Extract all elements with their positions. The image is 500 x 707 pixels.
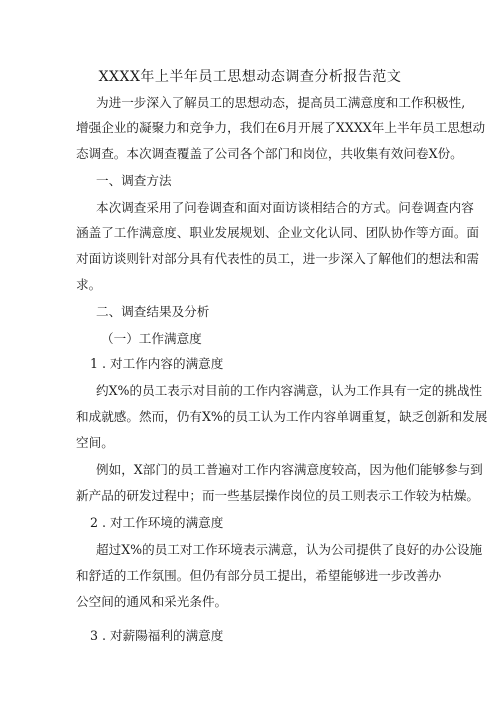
document-title: XXXX年上半年员工思想动态调查分析报告范文: [98, 69, 402, 85]
subsection-heading: （一）工作满意度: [101, 331, 202, 346]
paragraph-line: 例如，X部门的员工普遍对工作内容满意度较高，因为他们能够参与到: [96, 462, 483, 477]
item-heading: 3 . 对薪陽福利的满意度: [90, 628, 224, 643]
paragraph-line: 对面访谈则针对部分具有代表性的员工，进一步深入了解他们的想法和需: [76, 251, 479, 266]
paragraph-line: 涵盖了工作满意度、职业发展规划、企业文化认同、团队协作等方面。面: [76, 225, 479, 240]
paragraph-line: 和舒适的工作氛围。但仍有部分员工提出，希望能够进一步改善办: [76, 568, 442, 583]
paragraph-line: 本次调查采用了问卷调查和面对面访谈相结合的方式。问卷调查内容: [96, 200, 474, 215]
paragraph-line: 公空间的通风和采光条件。: [76, 594, 228, 609]
paragraph-line: 态调查。本次调查覆盖了公司各个部门和岗位，共收集有效问卷X份。: [76, 146, 463, 161]
paragraph-line: 和成就感。然而，仍有X%的员工认为工作内容单调重复，缺乏创新和发展: [76, 409, 488, 424]
paragraph-line: 约X%的员工表示对目前的工作内容满意，认为工作具有一定的挑战性: [96, 383, 483, 398]
paragraph-line: 空间。: [76, 435, 114, 450]
paragraph-line: 超过X%的员工对工作环境表示满意，认为公司提供了良好的办公设施: [96, 542, 483, 557]
section-heading: 一、调查方法: [96, 173, 172, 188]
paragraph-line: 求。: [76, 277, 102, 292]
item-heading: 2 . 对工作环境的满意度: [90, 515, 224, 530]
item-heading: 1 . 对工作内容的满意度: [90, 356, 224, 371]
paragraph-line: 为进一步深入了解员工的思想动态，提高员工满意度和工作积极性,: [96, 95, 466, 110]
paragraph-line: 新产品的研发过程中；而一些基层操作岗位的员工则表示工作较为枯燥。: [76, 488, 479, 503]
paragraph-line: 增强企业的凝聚力和竞争力，我们在6月开展了XXXX年上半年员工思想动: [76, 120, 486, 135]
section-heading: 二、调查结果及分析: [96, 304, 210, 319]
